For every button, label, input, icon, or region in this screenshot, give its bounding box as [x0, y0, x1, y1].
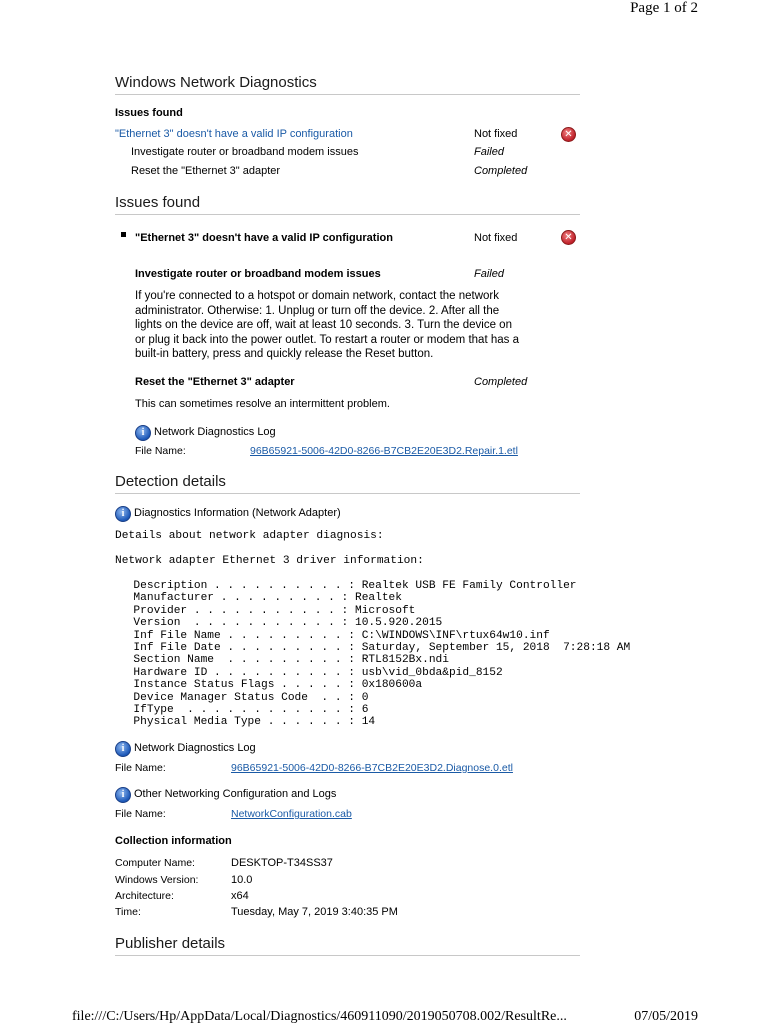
footer-date: 07/05/2019	[634, 1009, 698, 1024]
network-config-link[interactable]: NetworkConfiguration.cab	[231, 808, 352, 820]
issues-divider	[115, 214, 580, 215]
publisher-heading: Publisher details	[115, 935, 226, 952]
diagnose-file-label: File Name:	[115, 762, 166, 774]
diagnose-log-heading: Network Diagnostics Log	[134, 742, 256, 754]
bullet-icon	[121, 232, 126, 237]
info-icon: i	[115, 787, 131, 803]
summary-issue-status: Not fixed	[474, 128, 518, 140]
collection-value: DESKTOP-T34SS37	[231, 857, 333, 869]
page-number: Page 1 of 2	[630, 0, 698, 16]
publisher-divider	[115, 955, 580, 956]
info-icon: i	[115, 506, 131, 522]
title-divider	[115, 94, 580, 95]
investigate-status: Failed	[474, 268, 504, 280]
info-icon: i	[115, 741, 131, 757]
diagnose-log-link[interactable]: 96B65921-5006-42D0-8266-B7CB2E20E3D2.Diagnose.0.etl	[231, 762, 513, 774]
issues-heading: Issues found	[115, 194, 201, 211]
collection-label: Computer Name:	[115, 857, 195, 869]
collection-label: Time:	[115, 906, 141, 918]
page-title: Windows Network Diagnostics	[115, 74, 317, 91]
collection-value: 10.0	[231, 874, 253, 886]
collection-heading: Collection information	[115, 835, 232, 847]
footer-file-path: file:///C:/Users/Hp/AppData/Local/Diagnostics/460911090/2019050708.002/ResultRe...	[72, 1009, 567, 1024]
adapter-diagnosis-line: Details about network adapter diagnosis:	[115, 530, 384, 542]
error-x-icon: ✕	[561, 127, 576, 142]
repair-file-label: File Name:	[135, 445, 186, 457]
repair-log-heading: Network Diagnostics Log	[154, 426, 276, 438]
driver-info-line: Network adapter Ethernet 3 driver information:	[115, 555, 424, 567]
reset-description: This can sometimes resolve an intermittent problem.	[135, 398, 390, 410]
detection-heading: Detection details	[115, 473, 226, 490]
other-file-label: File Name:	[115, 808, 166, 820]
issue-status: Not fixed	[474, 232, 518, 244]
reset-status: Completed	[474, 376, 528, 388]
collection-value: Tuesday, May 7, 2019 3:40:35 PM	[231, 906, 398, 918]
summary-row-status: Completed	[474, 165, 528, 177]
summary-row-status: Failed	[474, 146, 504, 158]
summary-issue-link[interactable]: "Ethernet 3" doesn't have a valid IP configuration	[115, 128, 353, 140]
repair-log-link[interactable]: 96B65921-5006-42D0-8266-B7CB2E20E3D2.Repair.1.etl	[250, 445, 518, 457]
detection-divider	[115, 493, 580, 494]
issue-title: "Ethernet 3" doesn't have a valid IP configuration	[135, 232, 393, 244]
collection-label: Architecture:	[115, 890, 174, 902]
investigate-description: If you're connected to a hotspot or domain network, contact the network administrator. Otherwise: 1. Unplug or turn off the device. 2. After all the lights on the device are off, wait at least 10 seconds. 3. Turn the device on or plug it back into the power outlet. To restart a router or modem that has a built-in battery, press and quickly release the Reset button.	[135, 290, 519, 361]
summary-row-label: Reset the "Ethernet 3" adapter	[131, 165, 281, 177]
investigate-title: Investigate router or broadband modem issues	[135, 268, 381, 280]
info-icon: i	[135, 425, 151, 441]
collection-label: Windows Version:	[115, 874, 199, 886]
summary-row-label: Investigate router or broadband modem issues	[131, 146, 359, 158]
other-config-heading: Other Networking Configuration and Logs	[134, 788, 337, 800]
summary-heading: Issues found	[115, 107, 183, 119]
reset-title: Reset the "Ethernet 3" adapter	[135, 376, 295, 388]
diagnostics-info-heading: Diagnostics Information (Network Adapter)	[134, 507, 341, 519]
error-x-icon: ✕	[561, 230, 576, 245]
driver-info-block: Description . . . . . . . . . . : Realtek USB FE Family Controller Manufacturer . . . . . . . . . : Realtek Provider . . . . . . . . . . . : Microsoft Version . . . . . . . . . . . : 10.5.920.2015 Inf File Name . . . . . . . . . : C:\WINDOWS\INF\rtux64w10.inf Inf File Date . . . . . . . . . : Saturday, September 15, 2018 7:28:18 AM Section Name . . . . . . . . . : RTL8152Bx.ndi Hardware ID . . . . . . . . . . : usb\vid_0bda&pid_8152 Instance Status Flags . . . . . : 0x180600a Device Manager Status Code . . : 0 IfType . . . . . . . . . . . . : 6 Physical Media Type . . . . . . : 14	[133, 580, 631, 729]
collection-value: x64	[231, 890, 249, 902]
